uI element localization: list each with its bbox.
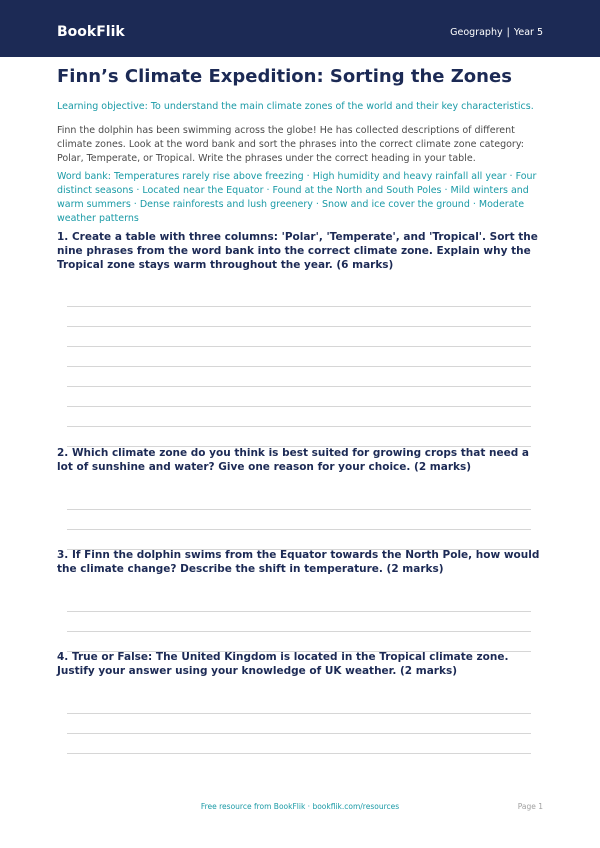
answer-line[interactable] xyxy=(67,733,531,734)
year-label: Year 5 xyxy=(513,27,543,38)
bullet-separator: · xyxy=(133,199,137,210)
answer-line[interactable] xyxy=(67,346,531,347)
page-header xyxy=(0,0,600,57)
answer-line[interactable] xyxy=(67,713,531,714)
answer-line[interactable] xyxy=(67,326,531,327)
word-bank-item: Temperatures rarely rise above freezing xyxy=(114,171,304,182)
answer-line[interactable] xyxy=(67,753,531,754)
word-bank-item: Moderate weather patterns xyxy=(57,199,525,224)
bullet-separator: · xyxy=(509,171,513,182)
question-4: 4. True or False: The United Kingdom is located in the Tropical climate zone. Justify your answer using your knowledge of UK weather. (2 marks) xyxy=(57,651,509,677)
word-bank-item: Found at the North and South Poles xyxy=(272,185,442,196)
word-bank-item: Snow and ice cover the ground xyxy=(321,199,470,210)
word-bank-item: Four distinct seasons xyxy=(57,171,537,196)
answer-line[interactable] xyxy=(67,426,531,427)
subject-label: Geography xyxy=(450,27,503,38)
word-bank-item: Dense rainforests and lush greenery xyxy=(139,199,313,210)
question-2: 2. Which climate zone do you think is best suited for growing crops that need a lot of sunshine and water? Give one reason for your choice. (2 marks) xyxy=(57,447,530,473)
bullet-separator: · xyxy=(472,199,476,210)
subject-year-label xyxy=(450,27,543,39)
bullet-separator: · xyxy=(315,199,319,210)
answer-line[interactable] xyxy=(67,406,531,407)
answer-line[interactable] xyxy=(67,529,531,530)
word-bank-item: Mild winters and warm summers xyxy=(57,185,529,210)
answer-line[interactable] xyxy=(67,366,531,367)
word-bank-item: Located near the Equator xyxy=(142,185,264,196)
separator: | xyxy=(506,27,510,38)
learning-objective: Learning objective: To understand the main climate zones of the world and their key characteristics. xyxy=(57,101,534,112)
intro-paragraph: Finn the dolphin has been swimming across the globe! He has collected descriptions of different climate zones. Look at the word bank and sort the phrases into the correct climate zone category: Polar, Temperate, or Tropical. Write the phrases under the correct heading in your table. xyxy=(57,125,524,164)
footer-link[interactable]: Free resource from BookFlik · bookflik.com/resources xyxy=(200,802,400,811)
word-bank xyxy=(57,170,543,226)
bullet-separator: · xyxy=(306,171,310,182)
word-bank-item: High humidity and heavy rainfall all year xyxy=(312,171,507,182)
answer-line[interactable] xyxy=(67,386,531,387)
bullet-separator: · xyxy=(266,185,270,196)
word-bank-label: Word bank: xyxy=(57,171,112,182)
question-3: 3. If Finn the dolphin swims from the Equator towards the North Pole, how would the climate change? Describe the shift in temperature. (2 marks) xyxy=(57,549,540,575)
page-number: Page 1 xyxy=(517,802,543,811)
bullet-separator: · xyxy=(136,185,140,196)
answer-line[interactable] xyxy=(67,611,531,612)
answer-line[interactable] xyxy=(67,631,531,632)
worksheet-title: Finn’s Climate Expedition: Sorting the Zones xyxy=(57,66,512,87)
answer-line[interactable] xyxy=(67,306,531,307)
bullet-separator: · xyxy=(444,185,448,196)
brand-logo[interactable]: BookFlik xyxy=(57,24,125,40)
question-1: 1. Create a table with three columns: 'Polar', 'Temperate', and 'Tropical'. Sort the nine phrases from the word bank into the correct climate zone. Explain why the Tropical zone stays warm throughout the year. (6 marks) xyxy=(57,231,538,271)
answer-line[interactable] xyxy=(67,509,531,510)
